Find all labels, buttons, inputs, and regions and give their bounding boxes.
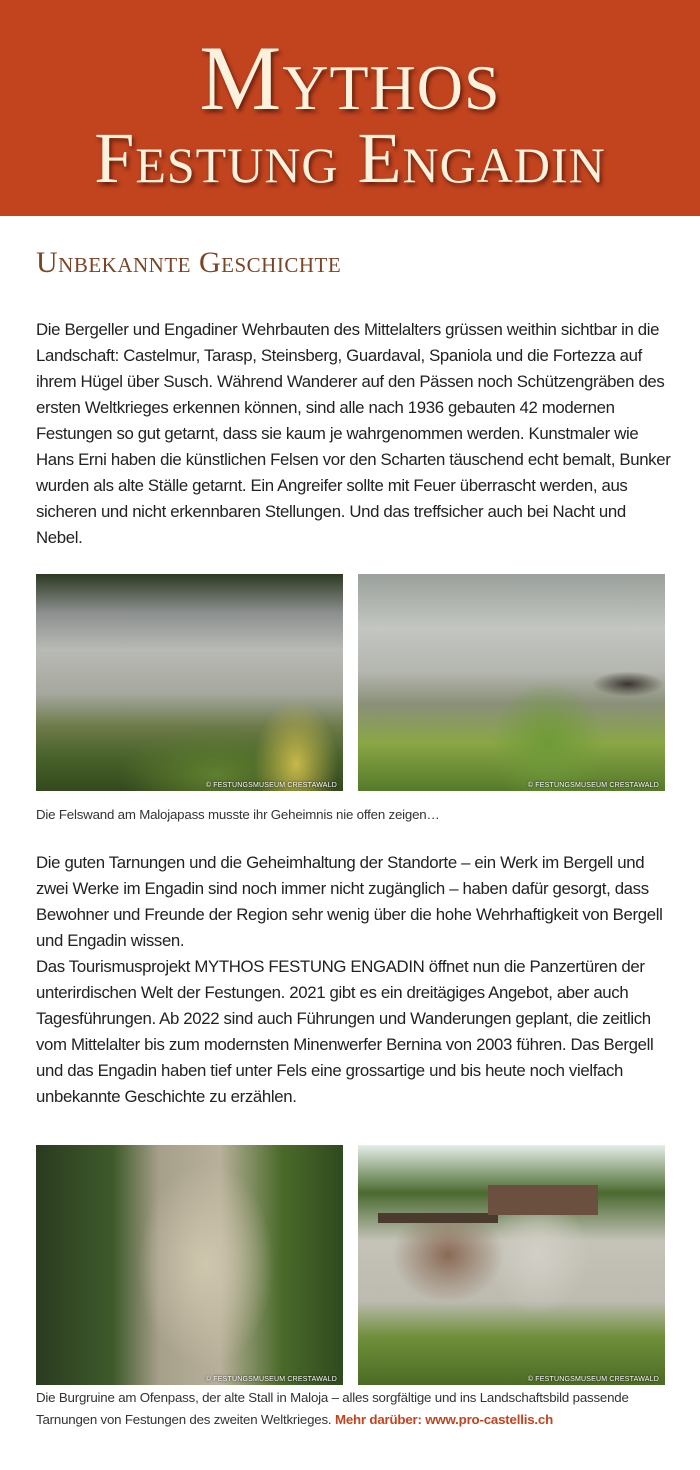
section-subtitle: Unbekannte Geschichte [36,246,342,279]
photo-old-stable-maloja [358,1145,665,1385]
photo-credit: © FESTUNGSMUSEUM CRESTAWALD [205,1376,337,1383]
title-line-2: Festung Engadin [94,118,606,198]
photo-credit: © FESTUNGSMUSEUM CRESTAWALD [205,782,337,789]
photo-caption-2 [36,1387,676,1431]
photo-cliff-malojapass-2 [358,574,665,791]
stable-upper-roof [488,1185,598,1215]
intro-paragraph: Die Bergeller und Engadiner Wehrbauten des Mittelalters grüssen weithin sichtbar in die Landschaft: Castelmur, Tarasp, Steinsberg, Guardaval, Spaniola und die Fortezza auf ihrem Hügel über Susch. Während Wanderer auf den Pässen noch Schützengräben des ersten Weltkrieges erkennen können, sind alle nach 1936 gebauten 42 modernen Festungen so gut getarnt, dass sie kaum je wahrgenommen werden. Kunstmaler wie Hans Erni haben die künstlichen Felsen vor den Scharten täuschend echt bemalt, Bunker wurden als alte Ställe getarnt. Ein Angreifer sollte mit Feuer überrascht werden, aus sicheren und nicht erkennbaren Stellungen. Und das treffsicher auch bei Nacht und Nebel. [36,320,671,547]
photo-credit: © FESTUNGSMUSEUM CRESTAWALD [527,1376,659,1383]
third-paragraph: Das Tourismusprojekt MYTHOS FESTUNG ENGADIN öffnet nun die Panzertüren der unterirdischen Welt der Festungen. 2021 gibt es ein dreitägiges Angebot, aber auch Tagesführungen. Ab 2022 sind auch Führungen und Wanderungen geplant, die zeitlich vom Mittelalter bis zum modernsten Minenwerfer Bernina von 2003 führen. Das Bergell und das Engadin haben tief unter Fels eine grossartige und bis heute noch vielfach unbekannte Geschichte zu erzählen. [36,957,654,1106]
body-paragraphs [36,850,676,1110]
caption-text: Die Burgruine am Ofenpass, der alte Stall in Maloja – alles sorgfältige und ins Landschaftsbild passende Tarnungen von Festungen des zweiten Weltkrieges. [36,1390,629,1427]
photo-cliff-malojapass-1 [36,574,343,791]
stable-roof [378,1213,498,1223]
title-banner [0,0,700,216]
title-line-1: Mythos [199,27,501,129]
photo-castle-ruin-ofenpass [36,1145,343,1385]
photo-caption-1: Die Felswand am Malojapass musste ihr Geheimnis nie offen zeigen… [36,807,440,822]
photo-credit: © FESTUNGSMUSEUM CRESTAWALD [527,782,659,789]
second-paragraph: Die guten Tarnungen und die Geheimhaltung der Standorte – ein Werk im Bergell und zwei Werke im Engadin sind noch immer nicht zugänglich – haben dafür gesorgt, dass Bewohner und Freunde der Region sehr wenig über die hohe Wehrhaftigkeit von Bergell und Engadin wissen. [36,853,663,950]
website-link[interactable]: Mehr darüber: www.pro-castellis.ch [334,1412,554,1427]
